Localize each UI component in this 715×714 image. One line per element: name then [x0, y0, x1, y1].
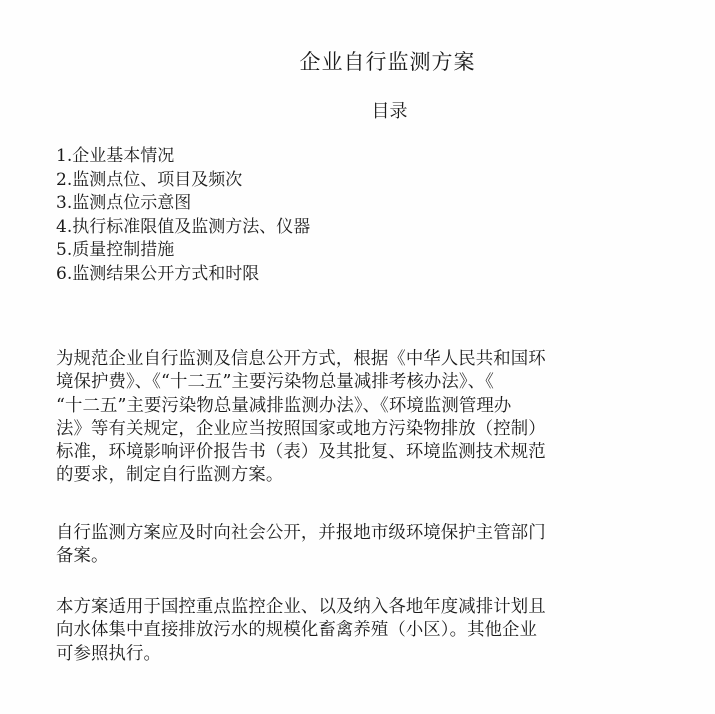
toc-item: 4.执行标准限值及监测方法、仪器 [56, 216, 311, 237]
toc-item: 6.监测结果公开方式和时限 [56, 263, 260, 284]
paragraph-line: 的要求，制定自行监测方案。 [56, 465, 284, 486]
document-title: 企业自行监测方案 [299, 50, 476, 74]
paragraph-line: 法》等有关规定，企业应当按照国家或地方污染物排放（控制） [56, 418, 546, 439]
paragraph-line: 向水体集中直接排放污水的规模化畜禽养殖（小区）。其他企业 [56, 620, 538, 641]
paragraph-line: 可参照执行。 [56, 643, 161, 664]
paragraph-scope [56, 596, 676, 666]
paragraph-line: 备案。 [56, 546, 109, 567]
toc-item: 3.监测点位示意图 [56, 193, 192, 213]
paragraph-disclosure [56, 522, 676, 569]
toc-item: 2.监测点位、项目及频次 [56, 169, 243, 190]
toc-item: 5.质量控制措施 [56, 240, 175, 260]
toc-item: 1.企业基本情况 [56, 146, 175, 166]
paragraph-basis [56, 348, 676, 488]
toc-heading: 目录 [371, 101, 408, 122]
paragraph-line: 为规范企业自行监测及信息公开方式，根据《中华人民共和国环 [56, 349, 546, 369]
paragraph-line: 境保护费》、《“十二五”主要污染物总量减排考核办法》、《 [56, 372, 494, 393]
table-of-contents [56, 145, 310, 286]
paragraph-line: “十二五”主要污染物总量减排监测办法》、《环境监测管理办 [56, 395, 512, 416]
paragraph-line: 本方案适用于国控重点监控企业、以及纳入各地年度减排计划且 [56, 597, 546, 617]
paragraph-line: 标准，环境影响评价报告书（表）及其批复、环境监测技术规范 [56, 442, 546, 463]
paragraph-line: 自行监测方案应及时向社会公开，并报地市级环境保护主管部门 [56, 523, 546, 543]
